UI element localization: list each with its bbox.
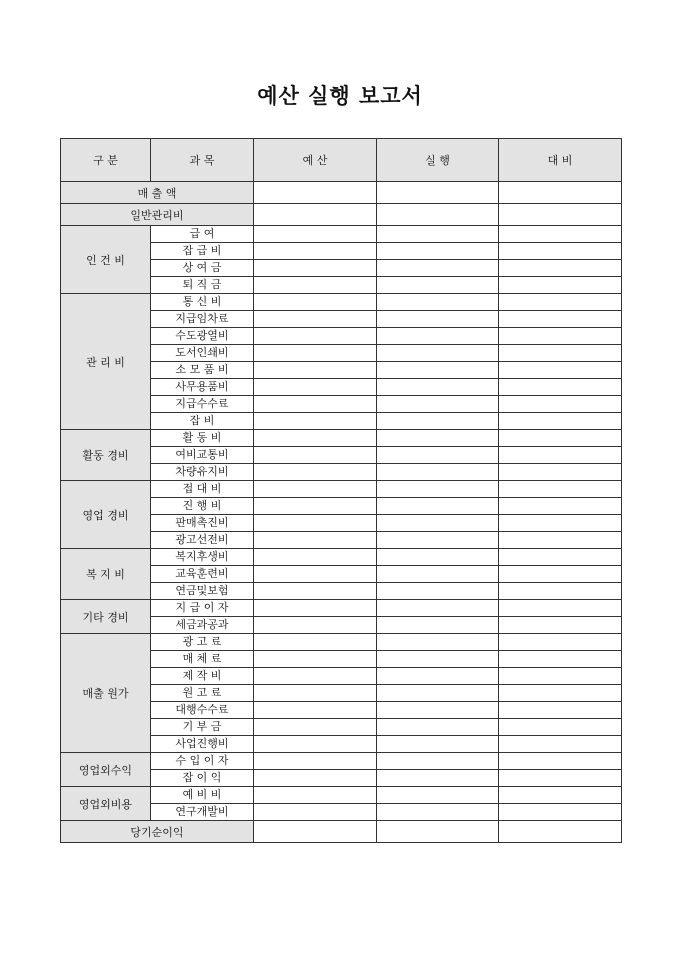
account-item-label: 접 대 비 — [151, 481, 254, 498]
row-category-label: 매 출 액 — [61, 182, 254, 204]
budget-cell[interactable] — [254, 294, 377, 311]
ratio-cell[interactable] — [499, 617, 622, 634]
execution-cell[interactable] — [377, 634, 499, 651]
budget-cell[interactable] — [254, 804, 377, 821]
budget-cell[interactable] — [254, 226, 377, 243]
ratio-cell[interactable] — [499, 311, 622, 328]
account-item-label: 연금및보험 — [151, 583, 254, 600]
budget-cell[interactable] — [254, 583, 377, 600]
ratio-cell[interactable] — [499, 583, 622, 600]
ratio-cell[interactable] — [499, 379, 622, 396]
execution-cell[interactable] — [377, 413, 499, 430]
budget-cell[interactable] — [254, 719, 377, 736]
execution-cell[interactable] — [377, 294, 499, 311]
budget-cell[interactable] — [254, 430, 377, 447]
ratio-cell[interactable] — [499, 182, 622, 204]
row-category-label: 복 지 비 — [61, 549, 151, 600]
budget-cell[interactable] — [254, 447, 377, 464]
header-row — [61, 139, 622, 182]
ratio-cell[interactable] — [499, 668, 622, 685]
account-item-label: 수도광열비 — [151, 328, 254, 345]
report-title: 예산 실행 보고서 — [257, 83, 423, 108]
ratio-cell[interactable] — [499, 362, 622, 379]
budget-cell[interactable] — [254, 362, 377, 379]
ratio-cell[interactable] — [499, 226, 622, 243]
budget-cell[interactable] — [254, 481, 377, 498]
budget-cell[interactable] — [254, 668, 377, 685]
account-item-label: 지 급 이 자 — [151, 600, 254, 617]
account-item-label: 상 여 금 — [151, 260, 254, 277]
execution-cell[interactable] — [377, 566, 499, 583]
ratio-cell[interactable] — [499, 498, 622, 515]
ratio-cell[interactable] — [499, 430, 622, 447]
account-item-label: 잡 비 — [151, 413, 254, 430]
execution-cell[interactable] — [377, 311, 499, 328]
execution-cell[interactable] — [377, 396, 499, 413]
budget-cell[interactable] — [254, 260, 377, 277]
row-category-label: 매출 원가 — [61, 634, 151, 753]
ratio-cell[interactable] — [499, 736, 622, 753]
ratio-cell[interactable] — [499, 515, 622, 532]
account-item-label: 지급임차료 — [151, 311, 254, 328]
ratio-cell[interactable] — [499, 634, 622, 651]
ratio-cell[interactable] — [499, 804, 622, 821]
budget-cell[interactable] — [254, 566, 377, 583]
budget-cell[interactable] — [254, 182, 377, 204]
execution-cell[interactable] — [377, 379, 499, 396]
execution-cell[interactable] — [377, 182, 499, 204]
execution-cell[interactable] — [377, 651, 499, 668]
execution-cell[interactable] — [377, 204, 499, 226]
execution-cell[interactable] — [377, 447, 499, 464]
account-item-label: 활 동 비 — [151, 430, 254, 447]
ratio-cell[interactable] — [499, 685, 622, 702]
table-row — [61, 634, 622, 651]
table-row — [61, 481, 622, 498]
budget-cell[interactable] — [254, 617, 377, 634]
budget-cell[interactable] — [254, 685, 377, 702]
execution-cell[interactable] — [377, 702, 499, 719]
execution-cell[interactable] — [377, 464, 499, 481]
account-item-label: 판매촉진비 — [151, 515, 254, 532]
execution-cell[interactable] — [377, 804, 499, 821]
account-item-label: 연구개발비 — [151, 804, 254, 821]
header-budget: 예 산 — [254, 139, 377, 182]
ratio-cell[interactable] — [499, 413, 622, 430]
account-item-label: 퇴 직 금 — [151, 277, 254, 294]
budget-cell[interactable] — [254, 204, 377, 226]
account-item-label: 사업진행비 — [151, 736, 254, 753]
table-row — [61, 182, 622, 204]
account-item-label: 대행수수료 — [151, 702, 254, 719]
row-category-label: 영업외수익 — [61, 753, 151, 787]
ratio-cell[interactable] — [499, 481, 622, 498]
table-row — [61, 821, 622, 843]
ratio-cell[interactable] — [499, 770, 622, 787]
account-item-label: 도서인쇄비 — [151, 345, 254, 362]
account-item-label: 세금과공과 — [151, 617, 254, 634]
execution-cell[interactable] — [377, 600, 499, 617]
ratio-cell[interactable] — [499, 328, 622, 345]
budget-cell[interactable] — [254, 532, 377, 549]
budget-cell[interactable] — [254, 600, 377, 617]
budget-cell[interactable] — [254, 634, 377, 651]
header-account: 과 목 — [151, 139, 254, 182]
ratio-cell[interactable] — [499, 260, 622, 277]
ratio-cell[interactable] — [499, 702, 622, 719]
account-item-label: 지급수수료 — [151, 396, 254, 413]
budget-cell[interactable] — [254, 549, 377, 566]
execution-cell[interactable] — [377, 685, 499, 702]
row-category-label: 영업 경비 — [61, 481, 151, 549]
header-category: 구 분 — [61, 139, 151, 182]
account-item-label: 사무용품비 — [151, 379, 254, 396]
ratio-cell[interactable] — [499, 294, 622, 311]
account-item-label: 복지후생비 — [151, 549, 254, 566]
table-row — [61, 787, 622, 804]
ratio-cell[interactable] — [499, 753, 622, 770]
execution-cell[interactable] — [377, 260, 499, 277]
execution-cell[interactable] — [377, 328, 499, 345]
account-item-label: 진 행 비 — [151, 498, 254, 515]
execution-cell[interactable] — [377, 430, 499, 447]
row-category-label: 활동 경비 — [61, 430, 151, 481]
table-row — [61, 753, 622, 770]
table-row — [61, 204, 622, 226]
execution-cell[interactable] — [377, 617, 499, 634]
ratio-cell[interactable] — [499, 532, 622, 549]
ratio-cell[interactable] — [499, 549, 622, 566]
execution-cell[interactable] — [377, 226, 499, 243]
account-item-label: 통 신 비 — [151, 294, 254, 311]
budget-cell[interactable] — [254, 821, 377, 843]
header-execution: 실 행 — [377, 139, 499, 182]
row-category-label: 영업외비용 — [61, 787, 151, 821]
execution-cell[interactable] — [377, 668, 499, 685]
budget-cell[interactable] — [254, 702, 377, 719]
account-item-label: 광고선전비 — [151, 532, 254, 549]
execution-cell[interactable] — [377, 787, 499, 804]
budget-cell[interactable] — [254, 345, 377, 362]
ratio-cell[interactable] — [499, 787, 622, 804]
account-item-label: 수 입 이 자 — [151, 753, 254, 770]
execution-cell[interactable] — [377, 277, 499, 294]
table-row — [61, 226, 622, 243]
budget-cell[interactable] — [254, 736, 377, 753]
ratio-cell[interactable] — [499, 345, 622, 362]
ratio-cell[interactable] — [499, 821, 622, 843]
header-ratio: 대 비 — [499, 139, 622, 182]
execution-cell[interactable] — [377, 243, 499, 260]
ratio-cell[interactable] — [499, 447, 622, 464]
budget-cell[interactable] — [254, 753, 377, 770]
account-item-label: 급 여 — [151, 226, 254, 243]
ratio-cell[interactable] — [499, 204, 622, 226]
account-item-label: 여비교통비 — [151, 447, 254, 464]
row-category-label: 당기순이익 — [61, 821, 254, 843]
execution-cell[interactable] — [377, 362, 499, 379]
budget-cell[interactable] — [254, 379, 377, 396]
table-row — [61, 549, 622, 566]
execution-cell[interactable] — [377, 583, 499, 600]
table-row — [61, 294, 622, 311]
account-item-label: 잡 이 익 — [151, 770, 254, 787]
budget-cell[interactable] — [254, 498, 377, 515]
budget-cell[interactable] — [254, 464, 377, 481]
account-item-label: 차량유지비 — [151, 464, 254, 481]
ratio-cell[interactable] — [499, 243, 622, 260]
execution-cell[interactable] — [377, 532, 499, 549]
ratio-cell[interactable] — [499, 651, 622, 668]
execution-cell[interactable] — [377, 549, 499, 566]
account-item-label: 잡 급 비 — [151, 243, 254, 260]
budget-cell[interactable] — [254, 515, 377, 532]
table-row — [61, 430, 622, 447]
execution-cell[interactable] — [377, 821, 499, 843]
account-item-label: 소 모 품 비 — [151, 362, 254, 379]
execution-cell[interactable] — [377, 753, 499, 770]
table-body — [61, 182, 622, 843]
row-category-label: 일반관리비 — [61, 204, 254, 226]
ratio-cell[interactable] — [499, 396, 622, 413]
budget-cell[interactable] — [254, 651, 377, 668]
budget-cell[interactable] — [254, 243, 377, 260]
row-category-label: 인 건 비 — [61, 226, 151, 294]
account-item-label: 원 고 료 — [151, 685, 254, 702]
ratio-cell[interactable] — [499, 464, 622, 481]
budget-cell[interactable] — [254, 787, 377, 804]
execution-cell[interactable] — [377, 481, 499, 498]
budget-table — [60, 138, 622, 843]
budget-cell[interactable] — [254, 328, 377, 345]
execution-cell[interactable] — [377, 515, 499, 532]
row-category-label: 기타 경비 — [61, 600, 151, 634]
budget-cell[interactable] — [254, 770, 377, 787]
ratio-cell[interactable] — [499, 600, 622, 617]
account-item-label: 매 체 료 — [151, 651, 254, 668]
execution-cell[interactable] — [377, 736, 499, 753]
execution-cell[interactable] — [377, 498, 499, 515]
account-item-label: 광 고 료 — [151, 634, 254, 651]
ratio-cell[interactable] — [499, 277, 622, 294]
account-item-label: 제 작 비 — [151, 668, 254, 685]
budget-cell[interactable] — [254, 413, 377, 430]
budget-cell[interactable] — [254, 396, 377, 413]
budget-cell[interactable] — [254, 311, 377, 328]
account-item-label: 교육훈련비 — [151, 566, 254, 583]
budget-cell[interactable] — [254, 277, 377, 294]
ratio-cell[interactable] — [499, 719, 622, 736]
table-row — [61, 600, 622, 617]
ratio-cell[interactable] — [499, 566, 622, 583]
execution-cell[interactable] — [377, 770, 499, 787]
account-item-label: 예 비 비 — [151, 787, 254, 804]
account-item-label: 기 부 금 — [151, 719, 254, 736]
execution-cell[interactable] — [377, 719, 499, 736]
execution-cell[interactable] — [377, 345, 499, 362]
row-category-label: 관 리 비 — [61, 294, 151, 430]
